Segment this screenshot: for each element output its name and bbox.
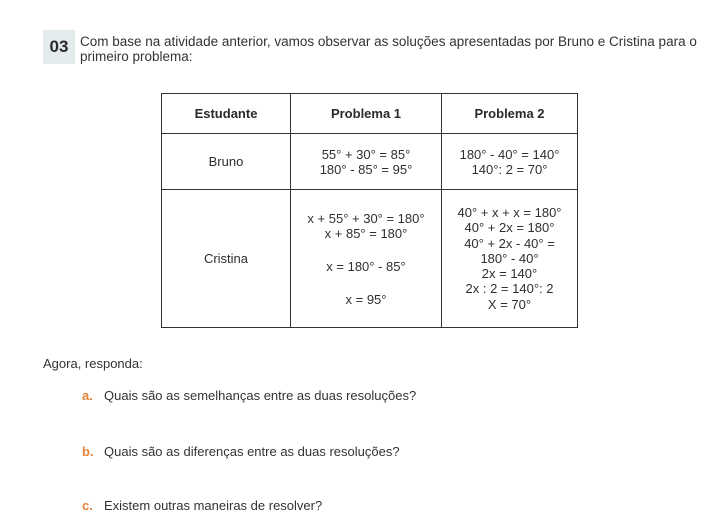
question-letter: b.	[82, 444, 94, 459]
solution-line: 2x : 2 = 140°: 2	[465, 281, 554, 297]
question-letter: c.	[82, 498, 93, 513]
question-letter: a.	[82, 388, 93, 403]
question-item-a	[82, 388, 416, 403]
solution-line: 180° - 40°	[480, 250, 539, 266]
line-gap	[291, 241, 441, 259]
solution-line: 40° + x + x = 180°	[457, 205, 562, 221]
table-row	[162, 134, 578, 190]
solutions-table	[161, 93, 578, 328]
solution-line: 40° + 2x - 40° =	[464, 235, 555, 251]
table-header-row	[162, 94, 578, 134]
solution-line: x + 55° + 30° = 180°	[307, 210, 425, 226]
answer-prompt: Agora, responda:	[43, 356, 143, 371]
header-problem-2: Problema 2	[442, 94, 578, 134]
solution-line: x + 85° = 180°	[324, 225, 408, 241]
header-problem-1: Problema 1	[291, 94, 442, 134]
question-intro: Com base na atividade anterior, vamos observar as soluções apresentadas por Bruno e Cristina para o primeiro problema:	[80, 34, 697, 64]
table-row	[162, 190, 578, 328]
solution-line: 180° - 40° = 140°	[459, 146, 560, 162]
question-item-c	[82, 498, 322, 513]
solution-line: 2x = 140°	[481, 266, 538, 282]
question-item-b	[82, 444, 400, 459]
solution-line: 180° - 85° = 95°	[319, 161, 413, 177]
solution-cell	[442, 134, 578, 190]
solution-line: 55° + 30° = 85°	[321, 146, 411, 162]
solution-cell	[291, 134, 442, 190]
question-number-badge: 03	[43, 30, 75, 64]
solution-line: X = 70°	[487, 296, 532, 312]
student-name: Bruno	[162, 134, 291, 190]
solution-line: x = 180° - 85°	[326, 258, 406, 274]
question-text: Quais são as semelhanças entre as duas resoluções?	[104, 388, 417, 403]
question-text: Existem outras maneiras de resolver?	[104, 498, 323, 513]
question-text: Quais são as diferenças entre as duas resoluções?	[104, 444, 400, 459]
solution-cell	[291, 190, 442, 328]
solution-line: 140°: 2 = 70°	[471, 161, 548, 177]
line-gap	[291, 274, 441, 292]
solution-cell	[442, 190, 578, 328]
solution-line: x = 95°	[345, 291, 387, 307]
student-name: Cristina	[162, 190, 291, 328]
solution-line: 40° + 2x = 180°	[464, 220, 555, 236]
header-student: Estudante	[162, 94, 291, 134]
